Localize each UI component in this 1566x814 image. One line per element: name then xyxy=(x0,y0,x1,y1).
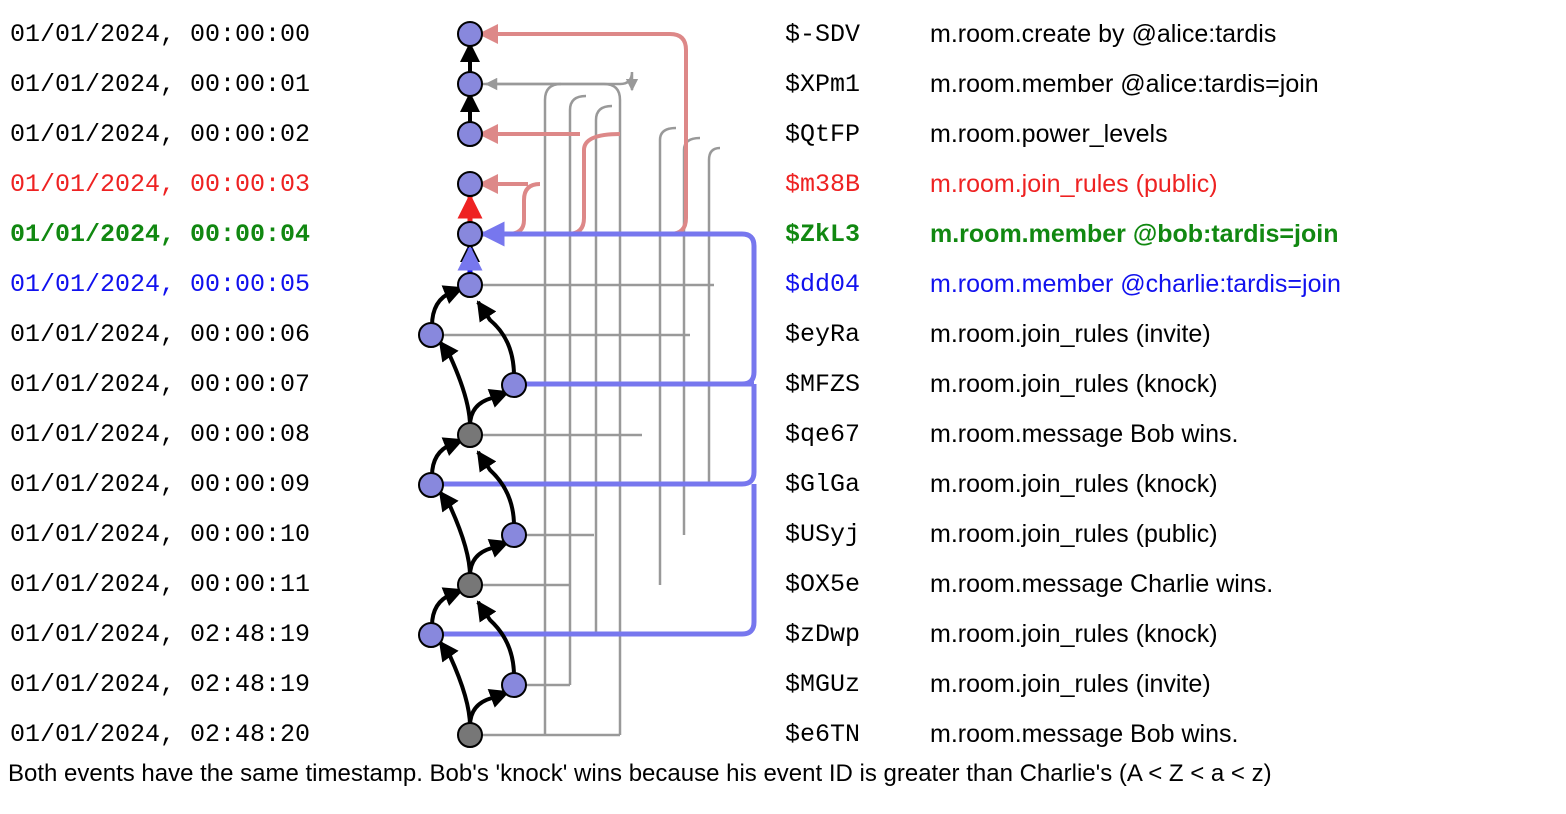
event-content: m.room.join_rules (public) xyxy=(930,520,1218,548)
event-id: $-SDV xyxy=(785,20,861,49)
event-content: m.room.join_rules (knock) xyxy=(930,370,1218,398)
event-content: m.room.join_rules (invite) xyxy=(930,320,1211,348)
event-content: m.room.message Bob wins. xyxy=(930,420,1239,448)
event-id: $m38B xyxy=(785,170,861,199)
table-row xyxy=(0,320,1566,354)
event-timestamp: 01/01/2024, 00:00:02 xyxy=(10,120,311,149)
event-id: $dd04 xyxy=(785,270,861,299)
event-content: m.room.create by @alice:tardis xyxy=(930,20,1277,48)
table-row xyxy=(0,520,1566,554)
event-content: m.room.message Bob wins. xyxy=(930,720,1239,748)
table-row xyxy=(0,620,1566,654)
table-row xyxy=(0,720,1566,754)
event-id: $MGUz xyxy=(785,670,861,699)
event-id: $QtFP xyxy=(785,120,861,149)
event-timestamp: 01/01/2024, 00:00:08 xyxy=(10,420,311,449)
event-timestamp: 01/01/2024, 02:48:19 xyxy=(10,670,311,699)
event-id: $USyj xyxy=(785,520,861,549)
event-id: $zDwp xyxy=(785,620,861,649)
event-id: $GlGa xyxy=(785,470,861,499)
event-timestamp: 01/01/2024, 00:00:05 xyxy=(10,270,311,299)
table-row xyxy=(0,270,1566,304)
event-content: m.room.join_rules (knock) xyxy=(930,620,1218,648)
table-row xyxy=(0,470,1566,504)
table-row xyxy=(0,670,1566,704)
event-timestamp: 01/01/2024, 00:00:01 xyxy=(10,70,311,99)
event-timestamp: 01/01/2024, 00:00:03 xyxy=(10,170,311,199)
event-content: m.room.member @bob:tardis=join xyxy=(930,220,1339,248)
auth-edges-pink-arrowheads xyxy=(480,34,500,184)
event-id: $ZkL3 xyxy=(785,220,861,249)
event-content: m.room.join_rules (invite) xyxy=(930,670,1211,698)
event-content: m.room.join_rules (knock) xyxy=(930,470,1218,498)
table-row xyxy=(0,420,1566,454)
event-id: $MFZS xyxy=(785,370,861,399)
table-row xyxy=(0,370,1566,404)
table-row xyxy=(0,20,1566,54)
event-timestamp: 01/01/2024, 00:00:07 xyxy=(10,370,311,399)
table-row xyxy=(0,70,1566,104)
table-row xyxy=(0,170,1566,204)
event-id: $OX5e xyxy=(785,570,861,599)
event-id: $qe67 xyxy=(785,420,861,449)
event-id: $e6TN xyxy=(785,720,861,749)
event-timestamp: 01/01/2024, 02:48:20 xyxy=(10,720,311,749)
table-row xyxy=(0,120,1566,154)
table-row xyxy=(0,570,1566,604)
event-timestamp: 01/01/2024, 00:00:10 xyxy=(10,520,311,549)
event-content: m.room.power_levels xyxy=(930,120,1168,148)
event-content: m.room.member @alice:tardis=join xyxy=(930,70,1319,98)
event-timestamp: 01/01/2024, 00:00:11 xyxy=(10,570,311,599)
event-content: m.room.message Charlie wins. xyxy=(930,570,1274,598)
event-id: $eyRa xyxy=(785,320,861,349)
event-timestamp: 01/01/2024, 00:00:00 xyxy=(10,20,311,49)
event-content: m.room.join_rules (public) xyxy=(930,170,1218,198)
event-content: m.room.member @charlie:tardis=join xyxy=(930,270,1341,298)
event-timestamp: 01/01/2024, 00:00:04 xyxy=(10,220,311,249)
table-row xyxy=(0,220,1566,254)
event-timestamp: 01/01/2024, 02:48:19 xyxy=(10,620,311,649)
event-timestamp: 01/01/2024, 00:00:06 xyxy=(10,320,311,349)
event-id: $XPm1 xyxy=(785,70,861,99)
diagram-caption: Both events have the same timestamp. Bob's 'knock' wins because his event ID is greater than Charlie's (A < Z < a < z) xyxy=(8,760,1272,787)
event-timestamp: 01/01/2024, 00:00:09 xyxy=(10,470,311,499)
